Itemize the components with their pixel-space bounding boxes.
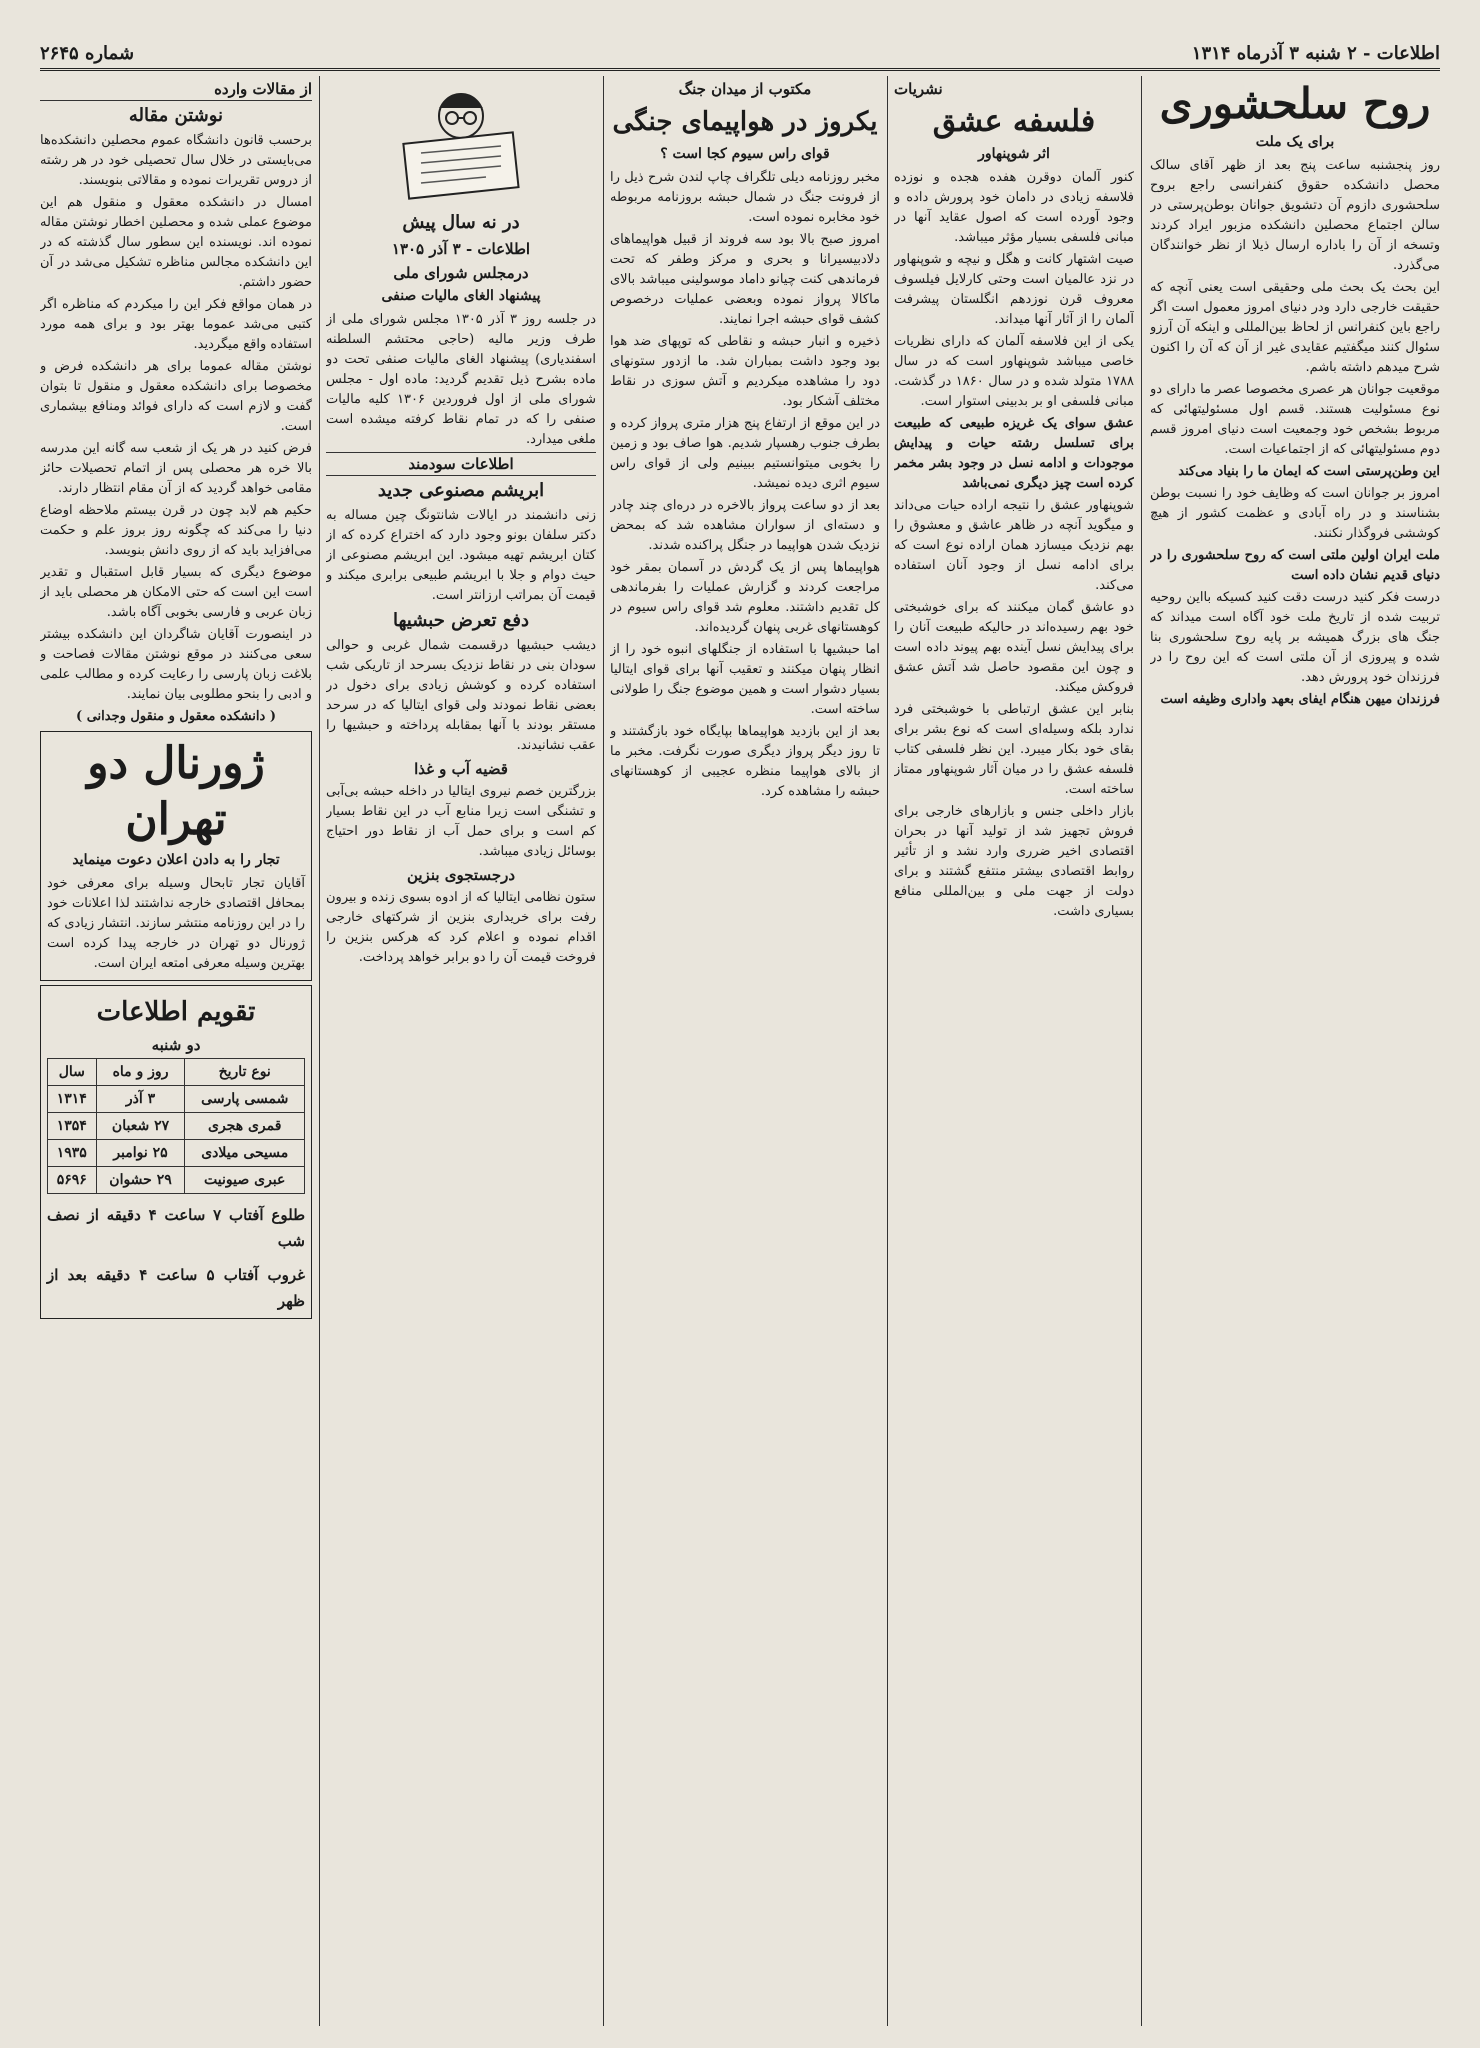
ad-subtitle: تجار را به دادن اعلان دعوت مینماید — [72, 852, 280, 868]
calendar-box — [40, 985, 312, 1319]
table-cell: ۱۹۳۵ — [48, 1140, 97, 1167]
issue-number: شماره ۲۶۴۵ — [40, 42, 135, 64]
paragraph: برحسب قانون دانشگاه عموم محصلین دانشکده‌ها می‌بایستی در خلال سال تحصیلی خود در هر رشته از دروس تقریرات نموده و مقالاتی بنویسند. — [40, 133, 312, 188]
paragraph: صیت اشتهار کانت و هگل و نیچه و شوپنهاور در نزد عالمیان است وحتی کارلایل فیلسوف معروف قرن نوزدهم انگلستان پیشرفت آلمان را از آثار آنها میداند. — [894, 252, 1134, 327]
paragraph: بعد از دو ساعت پرواز بالاخره در دره‌ای چند چادر و دسته‌ای از سواران مشاهده شد که بمحض نزدیک شدن هواپیما در جنگل پراکنده شدند. — [610, 498, 880, 553]
column-rule — [603, 76, 604, 2026]
man-reading-illustration — [366, 78, 556, 208]
headline-gasoline: درجستجوی بنزین — [406, 866, 516, 884]
paragraph: در این موقع از ارتفاع پنج هزار متری پرواز کرده و بطرف جنوب رهسپار شدیم. هوا صاف بود و زمین را بخوبی میتوانستیم ببینیم ولی از قوای راس سیوم اثری دیده نمیشد. — [610, 416, 880, 491]
paragraph: امروز بر جوانان است که وظایف خود را نسبت بوطن بشناسند و در راه آبادی و عظمت کشور از هیچ کوششی فروگذار نکنند. — [1150, 486, 1440, 541]
paragraph: یکی از این فلاسفه آلمان که دارای نظریات خاصی میباشد شوپنهاور است که در سال ۱۷۸۸ متولد شده و در سال ۱۸۶۰ در گذشت. مبانی فلسفی او بر بدبینی استوار است. — [894, 334, 1134, 409]
paragraph: دو عاشق گمان میکنند که برای خوشبختی خود بهم رسیده‌اند در حالیکه طبیعت آنان را برای پیدایش نسل آینده بهم پیوند داده است و چون این مقصود حاصل شد آتش عشق فروکش میکند. — [894, 600, 1134, 695]
article-column-1 — [1150, 76, 1440, 2026]
table-cell: مسیحی میلادی — [185, 1140, 305, 1167]
paragraph: درست فکر کنید درست دقت کنید کسیکه بااین روحیه تربیت شده از تاریخ ملت خود آگاه است میداند که جنگ های بزرگ همیشه بر پایه روح سلحشوری بنا شده و پیروزی از آن ملتی است که این روح را در فرزندان خود پرورش دهد. — [1150, 590, 1440, 685]
table-cell: ۱۳۵۴ — [48, 1113, 97, 1140]
table-header: نوع تاریخ — [185, 1059, 305, 1086]
table-row — [48, 1113, 305, 1140]
sunset: غروب آفتاب ۵ ساعت ۴ دقیقه بعد از ظهر — [47, 1266, 305, 1310]
table-cell: شمسی پارسی — [185, 1086, 305, 1113]
table-cell: عبری صیونیت — [185, 1167, 305, 1194]
kicker: مکتوب از میدان جنگ — [678, 80, 812, 98]
paragraph: در اینصورت آقایان شاگردان این دانشکده بیشتر سعی می‌کنند در موقع نوشتن مقالات فصاحت و بلاغت زبان پارسی را رعایت کرده و مطالب علمی و ادبی را بنحو مطلوبی بیان نمایند. — [40, 627, 312, 702]
subheadline: برای یک ملت — [1255, 134, 1335, 150]
ad-title: ژورنال دو تهران — [87, 738, 265, 845]
paragraph: امروز صبح بالا بود سه فروند از قبیل هواپیماهای دلادبیسیرانا و بحری و مرکز وطفر که تحت فرماندهی کنت چیانو داماد موسولینی میباشد بالای ماکالا پرواز نموده وبعضی عملیات درخصوص کشف قوای حبشه اجرا نمایند. — [610, 232, 880, 327]
paragraph: مخبر روزنامه دیلی تلگراف چاپ لندن شرح ذیل را از فرونت جنگ در شمال حبشه بروزنامه مربوطه خود مخابره نموده است. — [610, 170, 880, 225]
calendar-table — [47, 1058, 305, 1194]
column-rule — [1141, 76, 1142, 2026]
paragraph: نوشتن مقاله عموما برای هر دانشکده فرض و مخصوصا برای دانشکده معقول و منقول تا بتوان گفت و لازم است که دارای فوائد ومنافع بیشماری است. — [40, 359, 312, 434]
paragraph: حکیم هم لابد چون در قرن بیستم ملاحظه اوضاع دنیا را می‌کند که چگونه روز بروز علم و حکمت می‌افزاید باید که از روی دانش بنویسد. — [40, 503, 312, 558]
paragraph: بزرگترین خصم نیروی ایتالیا در داخله حبشه بی‌آبی و تشنگی است زیرا منابع آب در این نقاط بسیار کم است و برای حمل آب از نقاط دور احتیاج بوسائل زیادی میباشد. — [326, 784, 596, 859]
kicker: نشریات — [894, 80, 943, 98]
bold-paragraph: عشق سوای یک غریزه طبیعی که طبیعت برای تسلسل رشته حیات و پیدایش موجودات و ادامه نسل در وجود بشر مخمر کرده است چیز دیگری نمی‌باشد — [894, 416, 1134, 491]
archive-date: اطلاعات - ۳ آذر ۱۳۰۵ — [391, 240, 531, 258]
signature: ( دانشکده معقول و منقول وجدانی ) — [76, 709, 276, 724]
table-header: روز و ماه — [96, 1059, 185, 1086]
headline-love-philosophy: فلسفه عشق — [932, 104, 1096, 139]
byline: اثر شوپنهاور — [978, 146, 1050, 162]
subheadline: قوای راس سیوم کجا است ؟ — [660, 146, 830, 162]
paragraph: موضوع دیگری که بسیار قابل استقبال و تقدیر است این است که حتی الامکان هر محصلی باید از زبان عربی و فارسی بخوبی آگاه باشد. — [40, 565, 312, 620]
table-row — [48, 1167, 305, 1194]
paragraph: در جلسه روز ۳ آذر ۱۳۰۵ مجلس شورای ملی از طرف وزیر مالیه (حاجی محتشم السلطنه اسفندیاری) پیشنهاد الغای مالیات صنفی تحت دو ماده بشرح ذیل تقدیم گردید: ماده اول - مجلس شورای ملی از اول فروردین ۱۳۰۶ کلیه مالیات صنفی را که در تمام نقاط کرفته میشده است ملغی میدارد. — [326, 312, 596, 447]
table-row — [48, 1140, 305, 1167]
paragraph: روز پنجشنبه ساعت پنج بعد از ظهر آقای سالک محصل دانشکده حقوق کنفرانسی راجع بروح سلحشوری دازوم آن دتشویق جوانان بوطن‌پرستی در سالن اجتماع محصلین دانشکده مزبور ایراد کردند وتسخه از آن را باداره ارسال ذیلا از نظر خوانندگان می‌گذرد. — [1150, 158, 1440, 273]
paragraph: موقعیت جوانان هر عصری مخصوصا عصر ما دارای دو نوع مسئولیت هستند. قسم اول مسئولیتهائی که مربوط بشخص خود وجمعیت است دنیای امروز قسم دوم مسئولیتهائی که از اجتماعیات است. — [1150, 382, 1440, 457]
table-cell: قمری هجری — [185, 1113, 305, 1140]
paragraph: بعد از این بازدید هواپیماها بپایگاه خود بازگشتند و تا روز دیگر پرواز دیگری صورت نگرفت. مخبر ما از بالای هواپیما منظره عجیبی از کوهستانهای حبشه را مشاهده کرد. — [610, 724, 880, 799]
headline-sulhshuri: روح سلحشوری — [1159, 79, 1431, 128]
table-header-row — [48, 1059, 305, 1086]
paragraph: زنی دانشمند در ایالات شانتونگ چین مساله به دکتر سلفان بونو وجود دارد که اختراع کرده که از کتان ابریشم تهیه میشود. این ابریشم مصنوعی از حیث دوام و جلا با ابریشم طبیعی برابری میکند و قیمت آن بمراتب ارزانتر است. — [326, 508, 596, 603]
headline-silk: ابریشم مصنوعی جدید — [377, 480, 545, 501]
ad-body: آقایان تجار تابحال وسیله برای معرفی خود بمحافل اقتصادی خارجه نداشتند لذا اعلانات خود را در این روزنامه منتشر سازند. انتشار زیادی که ژورنال دو تهران در خارجه پیدا کرده است بهترین وسیله معرفی امتعه ایران است. — [47, 876, 305, 971]
paragraph: فرض کنید در هر یک از شعب سه گانه این مدرسه بالا خره هر محصلی پس از اتمام تحصیلات حائز مقامی خواهد گردید که از آن مقام انتظار دارند. — [40, 441, 312, 496]
article-column-3 — [610, 76, 880, 2026]
calendar-title: تقویم اطلاعات — [96, 997, 256, 1027]
article-column-2 — [894, 76, 1134, 2026]
advertisement-box — [40, 731, 312, 981]
sunrise: طلوع آفتاب ۷ ساعت ۴ دقیقه از نصف شب — [47, 1206, 306, 1250]
table-cell: ۱۳۱۴ — [48, 1086, 97, 1113]
table-cell: ۲۵ نوامبر — [96, 1140, 185, 1167]
article-column-5 — [40, 76, 312, 2026]
paragraph: شوپنهاور عشق را نتیجه اراده حیات می‌داند و میگوید آنچه در ظاهر عاشق و معشوق را بهم نزدیک میسازد همان اراده نوع است که برای ادامه نسل از وجود آنان استفاده می‌کند. — [894, 498, 1134, 593]
bold-paragraph: ملت ایران اولین ملتی است که روح سلحشوری را در دنیای قدیم نشان داده است — [1150, 548, 1440, 583]
bold-paragraph: این وطن‌پرستی است که ایمان ما را بنیاد می‌کند — [1178, 464, 1440, 479]
paragraph: در همان مواقع فکر این را میکردم که مناظره اگر کتبی می‌شد عموما بهتر بود و برای همه مورد استفاده واقع میگردید. — [40, 297, 312, 352]
table-header: سال — [48, 1059, 97, 1086]
cartoon-caption: در نه سال پیش — [402, 212, 520, 233]
table-row — [48, 1086, 305, 1113]
calendar-day: دو شنبه — [151, 1036, 201, 1054]
headline-warplane: یکروز در هواپیمای جنگی — [612, 107, 878, 137]
headline-article-writing: نوشتن مقاله — [128, 105, 224, 126]
paragraph: ستون نظامی ایتالیا که از ادوه بسوی زنده و بیرون رفت برای خریداری بنزین از شرکتهای خارجی اقدام نموده و اعلام کرد که هرکس بنزین را فروخت قیمت آن را دو برابر خواهد پرداخت. — [326, 890, 596, 965]
table-cell: ۵۶۹۶ — [48, 1167, 97, 1194]
column-rule — [319, 76, 320, 2026]
headline-water-food: قضیه آب و غذا — [414, 760, 508, 778]
section-title: درمجلس شورای ملی — [393, 264, 529, 282]
paragraph: امسال در دانشکده معقول و منقول هم این موضوع عملی شده و محصلین اخطار نوشتن مقاله نموده اند. نویسنده این سطور سال گذشته که در این دانشکده مجالس مناظره تشکیل می‌شد در آن حضور داشتم. — [40, 195, 312, 290]
column-rule — [887, 76, 888, 2026]
article-column-4 — [326, 76, 596, 2026]
paragraph: این بحث یک بحث ملی وحقیقی است یعنی آنچه که حقیقت خارجی دارد ودر دنیای امروز معمول است اگر راجع باین کنفرانس از لحاظ بین‌المللی و اینکه آن آرزو سئوال کنند میگفتیم عقایدی غیر از آن که آن را اکنون شرح میدهم داشته باشم. — [1150, 280, 1440, 375]
section-title: اطلاعات سودمند — [326, 452, 596, 476]
paragraph: ذخیره و انبار حبشه و نقاطی که توپهای ضد هوا بود وجود داشت بمباران شد. ما ازدور ستونهای دود را مشاهده میکردیم و آتش سوزی در نقاط مختلف آشکار بود. — [610, 334, 880, 409]
paragraph: اما حبشیها با استفاده از جنگلهای انبوه خود را از انظار پنهان میکنند و تعقیب آنها برای قوای ایتالیا بسیار دشوار است و همین موضوع جنگ را طولانی ساخته است. — [610, 642, 880, 717]
masthead — [40, 38, 1440, 71]
kicker: از مقالات وارده — [40, 78, 312, 101]
issue-date: اطلاعات - ۲ شنبه ۳ آذرماه ۱۳۱۴ — [1191, 42, 1440, 64]
headline-defense: دفع تعرض حبشیها — [393, 610, 529, 631]
table-cell: ۳ آذر — [96, 1086, 185, 1113]
table-cell: ۲۹ حشوان — [96, 1167, 185, 1194]
paragraph: هواپیماها پس از یک گردش در آسمان بمقر خود مراجعت کردند و گزارش عملیات را بفرماندهی کل تقدیم داشتند. معلوم شد قوای راس سیوم در کوهستانهای غربی پنهان گردیده‌اند. — [610, 560, 880, 635]
paragraph: بازار داخلی جنس و بازارهای خارجی برای فروش تجهیز شد از تولید آنها در بحران اقتصادی اخیر ضرری وارد نشد و از تأثیر روابط اقتصادی بیشتر منتفع گشتند و برای دولت از جهت ملی و بین‌المللی منافع بسیاری داشت. — [894, 804, 1134, 919]
table-cell: ۲۷ شعبان — [96, 1113, 185, 1140]
subheadline: پیشنهاد الغای مالیات صنفی — [381, 288, 541, 304]
bold-paragraph: فرزندان میهن هنگام ایفای بعهد واداری وظیفه است — [1160, 692, 1440, 707]
paragraph: بنابر این عشق ارتباطی با خوشبختی فرد ندارد بلکه وسیله‌ای است که نوع بشر برای بقای خود بکار میبرد. این نظر فلسفی کتاب فلسفه عشق را در میان آثار شوپنهاور ممتاز ساخته است. — [894, 702, 1134, 797]
paragraph: دیشب حبشیها درقسمت شمال غربی و حوالی سودان بنی در نقاط نزدیک بسرحد از تاریکی شب استفاده کرده و کوشش زیادی برای دخول در بعضی نقاط نمودند ولی قوای ایتالیا که در سرحد مستقر بودند با آنها بمقابله پرداخته و حبشیها را عقب نشانیدند. — [326, 638, 596, 753]
paragraph: کنور آلمان دوقرن هفده هجده و نوزده فلاسفه زیادی در دامان خود پرورش داده و وجود آورده است که اصول عقاید آنها در مبانی فلسفی بسیار مؤثر میباشد. — [894, 170, 1134, 245]
